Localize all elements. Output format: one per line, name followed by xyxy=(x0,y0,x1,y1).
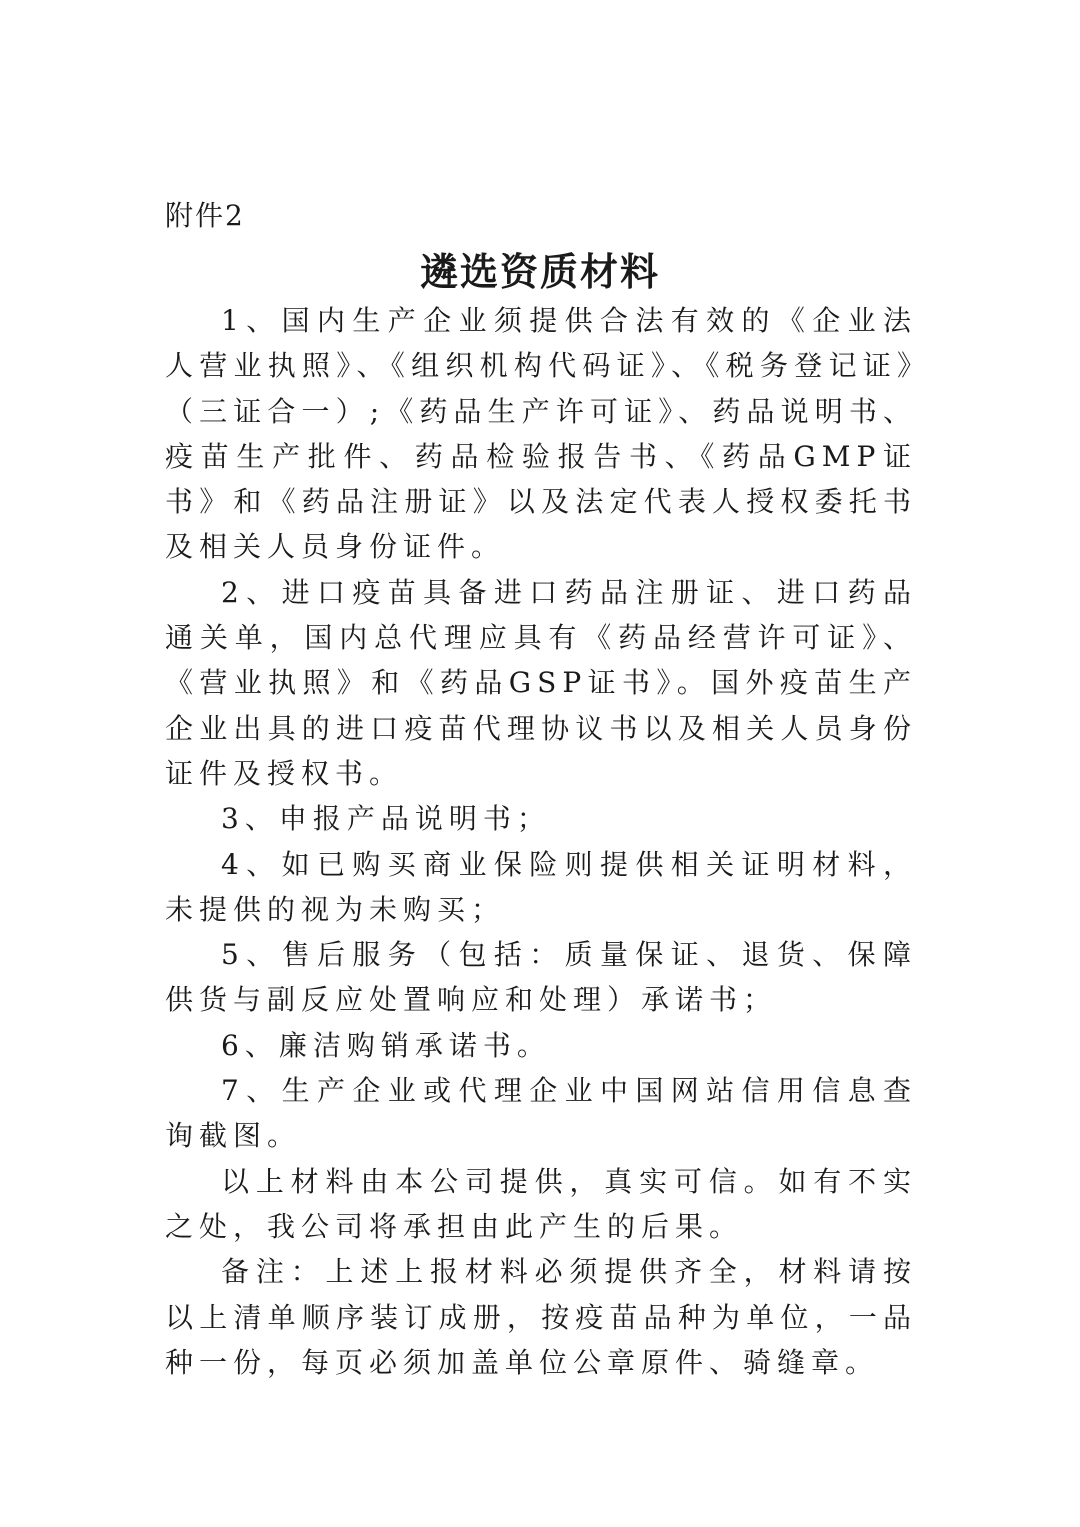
paragraph-item-7: 7、生产企业或代理企业中国网站信用信息查询截图。 xyxy=(165,1074,917,1153)
remark-paragraph: 备注：上述上报材料必须提供齐全，材料请按以上清单顺序装订成册，按疫苗品种为单位，一品种一份，每页必须加盖单位公章原件、骑缝章。 xyxy=(165,1255,917,1379)
statement-paragraph: 以上材料由本公司提供，真实可信。如有不实之处，我公司将承担由此产生的后果。 xyxy=(165,1164,917,1243)
paragraph-item-5: 5、售后服务（包括：质量保证、退货、保障供货与副反应处置响应和处理）承诺书； xyxy=(165,938,917,1017)
document-title: 遴选资质材料 xyxy=(419,249,660,294)
document-body xyxy=(165,298,917,1385)
paragraph-item-1: 1、国内生产企业须提供合法有效的《企业法人营业执照》、《组织机构代码证》、《税务登记证》（三证合一）;《药品生产许可证》、药品说明书、疫苗生产批件、药品检验报告书、《药品GMP证书》和《药品注册证》以及法定代表人授权委托书及相关人员身份证件。 xyxy=(165,304,917,564)
paragraph-item-3: 3、申报产品说明书； xyxy=(221,802,551,836)
paragraph-item-4: 4、如已购买商业保险则提供相关证明材料，未提供的视为未购买； xyxy=(165,847,917,926)
paragraph-item-2: 2、进口疫苗具备进口药品注册证、进口药品通关单，国内总代理应具有《药品经营许可证》、《营业执照》和《药品GSP证书》。国外疫苗生产企业出具的进口疫苗代理协议书以及相关人员身份证件及授权书。 xyxy=(165,575,917,790)
attachment-label: 附件2 xyxy=(165,199,245,232)
paragraph-item-6: 6、廉洁购销承诺书。 xyxy=(221,1028,551,1062)
